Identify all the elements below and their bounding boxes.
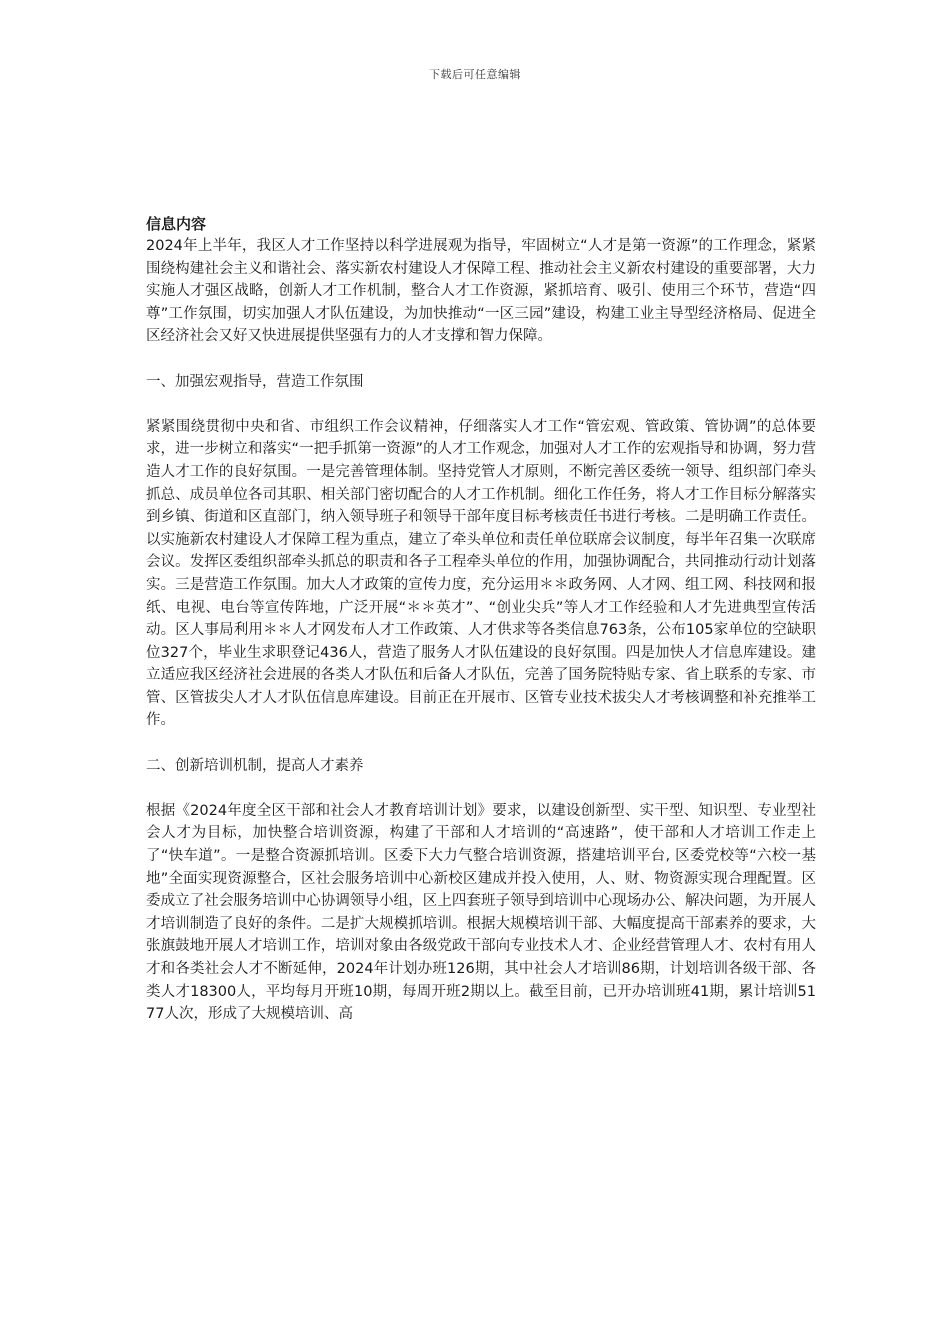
intro-paragraph: 2024年上半年，我区人才工作坚持以科学进展观为指导，牢固树立“人才是第一资源”的工作理念，紧紧围绕构建社会主义和谐社会、落实新农村建设人才保障工程、推动社会主义新农村建设的重要部署，大力实施人才强区战略，创新人才工作机制，整合人才工作资源，紧抓培育、吸引、使用三个环节，营造“四尊”工作氛围，切实加强人才队伍建设，为加快推动“一区三园”建设，构建工业主导型经济格局、促进全区经济社会又好又快进展提供坚强有力的人才支撑和智力保障。 — [146, 238, 816, 345]
header-note: 下载后可任意编辑 — [429, 68, 521, 81]
section-2-heading: 二、创新培训机制，提高人才素养 — [146, 757, 364, 774]
paragraph-spacer — [146, 777, 816, 800]
document-body — [146, 213, 816, 1026]
paragraph-spacer — [146, 732, 816, 755]
section-2-body: 根据《2024年度全区干部和社会人才教育培训计划》要求，以建设创新型、实干型、知识型、专业型社会人才为目标，加快整合培训资源，构建了干部和人才培训的“高速路”，使干部和人才培训工作走上了“快车道”。一是整合资源抓培训。区委下大力气整合培训资源，搭建培训平台, 区委党校等“六校一基地”全面实现资源整合，区社会服务培训中心新校区建成并投入使用，人、财、物资源实现合理配置。区委成立了社会服务培训中心协调领导小组，区上四套班子领导到培训中心现场办公、解决问题，为开展人才培训制造了良好的条件。二是扩大规模抓培训。根据大规模培训干部、大幅度提高干部素养的要求，大张旗鼓地开展人才培训工作，培训对象由各级党政干部向专业技术人才、企业经营管理人才、农村有用人才和各类社会人才不断延伸，2024年计划办班126期，其中社会人才培训86期，计划培训各级干部、各类人才18300人，平均每月开班10期，每周开班2期以上。截至目前，已开办培训班41期，累计培训5177人次，形成了大规模培训、高 — [146, 802, 816, 1023]
section-1-heading: 一、加强宏观指导，营造工作氛围 — [146, 373, 364, 390]
paragraph-spacer — [146, 348, 816, 371]
section-1-body: 紧紧围绕贯彻中央和省、市组织工作会议精神，仔细落实人才工作“管宏观、管政策、管协调”的总体要求，进一步树立和落实“一把手抓第一资源”的人才工作观念，加强对人才工作的宏观指导和协调，努力营造人才工作的良好氛围。一是完善管理体制。坚持党管人才原则，不断完善区委统一领导、组织部门牵头抓总、成员单位各司其职、相关部门密切配合的人才工作机制。细化工作任务，将人才工作目标分解落实到乡镇、街道和区直部门，纳入领导班子和领导干部年度目标考核责任书进行考核。二是明确工作责任。以实施新农村建设人才保障工程为重点，建立了牵头单位和责任单位联席会议制度，每半年召集一次联席会议。发挥区委组织部牵头抓总的职责和各子工程牵头单位的作用，加强协调配合，共同推动行动计划落实。三是营造工作氛围。加大人才政策的宣传力度，充分运用＊＊政务网、人才网、组工网、科技网和报纸、电视、电台等宣传阵地，广泛开展“＊＊英才”、“创业尖兵”等人才工作经验和人才先进典型宣传活动。区人事局利用＊＊人才网发布人才工作政策、人才供求等各类信息763条，公布105家单位的空缺职位327个，毕业生求职登记436人，营造了服务人才队伍建设的良好氛围。四是加快人才信息库建设。建立适应我区经济社会进展的各类人才队伍和后备人才队伍，完善了国务院特贴专家、省上联系的专家、市管、区管拔尖人才人才队伍信息库建设。目前正在开展市、区管专业技术拔尖人才考核调整和补充推举工作。 — [146, 418, 816, 729]
document-title: 信息内容 — [146, 215, 207, 233]
paragraph-spacer — [146, 393, 816, 416]
